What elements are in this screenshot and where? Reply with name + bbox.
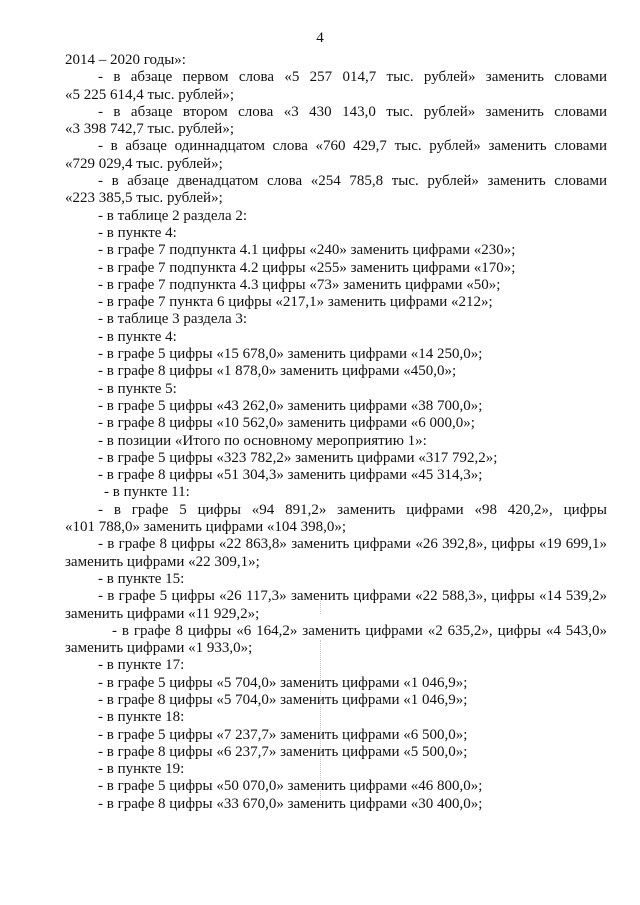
- text-line: - в абзаце одиннадцатом слова «760 429,7 тыс. рублей» заменить словами: [98, 138, 607, 155]
- text-line: - в графе 5 цифры «50 070,0» заменить цифрами «46 800,0»;: [98, 778, 483, 795]
- text-line: - в графе 5 цифры «26 117,3» заменить цифрами «22 588,3», цифры «14 539,2»: [98, 588, 607, 605]
- text-line: - в графе 7 подпункта 4.1 цифры «240» заменить цифрами «230»;: [98, 242, 516, 259]
- text-line: - в графе 8 цифры «51 304,3» заменить цифрами «45 314,3»;: [98, 467, 483, 484]
- text-line: - в пункте 17:: [98, 657, 185, 674]
- text-line: «223 385,5 тыс. рублей»;: [65, 190, 223, 207]
- text-line: заменить цифрами «22 309,1»;: [65, 553, 260, 570]
- text-line: - в графе 8 цифры «5 704,0» заменить цифрами «1 046,9»;: [98, 691, 468, 708]
- document-body: [65, 52, 607, 813]
- page-number: 4: [316, 30, 324, 46]
- text-line: - в таблице 3 раздела 3:: [98, 311, 248, 328]
- text-line: - в графе 8 цифры «6 164,2» заменить цифрами «2 635,2», цифры «4 543,0»: [112, 622, 607, 639]
- text-line: - в пункте 18:: [98, 709, 185, 726]
- text-line: «5 225 614,4 тыс. рублей»;: [65, 86, 234, 103]
- text-line: - в графе 7 подпункта 4.3 цифры «73» заменить цифрами «50»;: [98, 276, 501, 293]
- text-line: - в графе 7 пункта 6 цифры «217,1» заменить цифрами «212»;: [98, 294, 493, 311]
- text-line: - в пункте 4:: [98, 224, 177, 241]
- text-line: - в пункте 5:: [98, 380, 177, 397]
- text-line: - в графе 7 подпункта 4.2 цифры «255» заменить цифрами «170»;: [98, 259, 516, 276]
- text-line: - в графе 8 цифры «1 878,0» заменить цифрами «450,0»;: [98, 363, 457, 380]
- text-line: - в абзаце первом слова «5 257 014,7 тыс. рублей» заменить словами: [98, 69, 607, 86]
- text-line: - в графе 8 цифры «22 863,8» заменить цифрами «26 392,8», цифры «19 699,1»: [98, 536, 607, 553]
- text-line: - в графе 5 цифры «94 891,2» заменить цифрами «98 420,2», цифры: [98, 501, 607, 518]
- text-line: заменить цифрами «11 929,2»;: [65, 605, 260, 622]
- text-line: - в графе 5 цифры «7 237,7» заменить цифрами «6 500,0»;: [98, 726, 468, 743]
- text-line: - в графе 8 цифры «33 670,0» заменить цифрами «30 400,0»;: [98, 795, 483, 812]
- text-line: - в позиции «Итого по основному мероприятию 1»:: [98, 432, 427, 449]
- text-line: «729 029,4 тыс. рублей»;: [65, 155, 223, 172]
- text-line: - в абзаце двенадцатом слова «254 785,8 тыс. рублей» заменить словами: [98, 173, 607, 190]
- text-line: - в абзаце втором слова «3 430 143,0 тыс. рублей» заменить словами: [98, 103, 607, 120]
- text-line: - в графе 5 цифры «43 262,0» заменить цифрами «38 700,0»;: [98, 397, 483, 414]
- text-line: - в пункте 15:: [98, 570, 185, 587]
- text-line: «3 398 742,7 тыс. рублей»;: [65, 121, 234, 138]
- text-line: - в пункте 11:: [104, 484, 190, 501]
- text-line: 2014 – 2020 годы»:: [65, 52, 186, 68]
- scan-fold-mark: [320, 640, 321, 800]
- text-line: - в пункте 4:: [98, 328, 177, 345]
- text-line: - в графе 8 цифры «6 237,7» заменить цифрами «5 500,0»;: [98, 743, 468, 760]
- text-line: - в графе 5 цифры «15 678,0» заменить цифрами «14 250,0»;: [98, 346, 483, 363]
- text-line: - в пункте 19:: [98, 761, 185, 778]
- text-line: - в графе 5 цифры «5 704,0» заменить цифрами «1 046,9»;: [98, 674, 468, 691]
- scan-fold-mark: [320, 596, 321, 614]
- text-line: - в графе 5 цифры «323 782,2» заменить цифрами «317 792,2»;: [98, 449, 498, 466]
- text-line: заменить цифрами «1 933,0»;: [65, 640, 253, 657]
- text-line: - в таблице 2 раздела 2:: [98, 207, 248, 224]
- text-line: «101 788,0» заменить цифрами «104 398,0»;: [65, 519, 347, 536]
- text-line: - в графе 8 цифры «10 562,0» заменить цифрами «6 000,0»;: [98, 415, 475, 432]
